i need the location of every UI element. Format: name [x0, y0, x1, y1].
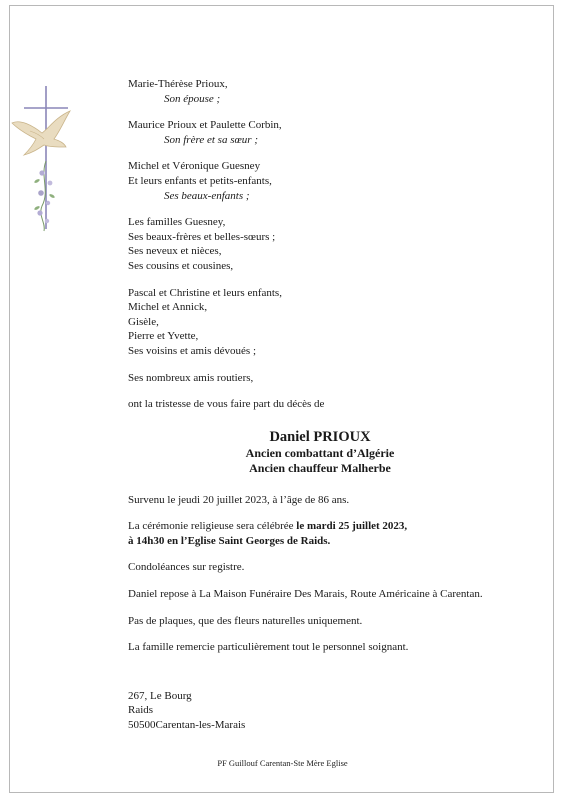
obituary-page	[9, 5, 554, 793]
family-line: Ses voisins et amis dévoués ;	[128, 344, 257, 357]
family-line: Ses nombreux amis routiers,	[128, 371, 254, 384]
family-group-1	[128, 77, 548, 106]
family-line: Pierre et Yvette,	[128, 330, 199, 343]
family-group-5	[128, 286, 548, 359]
cross-dove-emblem-icon	[10, 81, 90, 241]
family-line: Michel et Annick,	[128, 301, 208, 314]
family-line: Ses neveux et nièces,	[128, 245, 222, 258]
family-group-6	[128, 371, 548, 386]
note-flowers: Pas de plaques, que des fleurs naturelles uniquement.	[128, 614, 363, 627]
family-role: Ses beaux-enfants ;	[164, 189, 250, 202]
ceremony-date: le mardi 25 juillet 2023,	[296, 520, 408, 533]
funeral-home-footer: PF Guillouf Carentan-Ste Mère Eglise	[217, 758, 348, 768]
family-role: Son frère et sa sœur ;	[164, 133, 259, 146]
family-line: Et leurs enfants et petits-enfants,	[128, 174, 272, 187]
family-line: Gisèle,	[128, 315, 159, 328]
death-info: Survenu le jeudi 20 juillet 2023, à l’âge de 86 ans.	[128, 493, 350, 506]
obituary-text	[128, 77, 548, 733]
family-line: Les familles Guesney,	[128, 216, 226, 229]
note-rest-place: Daniel repose à La Maison Funéraire Des Marais, Route Américaine à Carentan.	[128, 588, 483, 601]
family-line: Maurice Prioux et Paulette Corbin,	[128, 119, 282, 132]
address-block	[128, 689, 548, 733]
family-line: Ses cousins et cousines,	[128, 259, 234, 272]
address-line: 50500Carentan-les-Marais	[128, 719, 246, 732]
family-line: Pascal et Christine et leurs enfants,	[128, 286, 282, 299]
deceased-title-2: Ancien chauffeur Malherbe	[249, 461, 391, 476]
ceremony-prefix: La cérémonie religieuse sera célébrée	[128, 520, 297, 533]
deceased-name: Daniel PRIOUX	[269, 428, 371, 445]
note-condolences: Condoléances sur registre.	[128, 561, 245, 574]
family-line: Michel et Véronique Guesney	[128, 160, 261, 173]
note-thanks: La famille remercie particulièrement tout le personnel soignant.	[128, 641, 409, 654]
family-line: Ses beaux-frères et belles-sœurs ;	[128, 230, 276, 243]
ceremony-info	[128, 519, 548, 548]
address-line: Raids	[128, 704, 154, 717]
family-group-3	[128, 159, 548, 203]
announcement-text: ont la tristesse de vous faire part du décès de	[128, 398, 325, 411]
family-group-4	[128, 215, 548, 273]
family-role: Son épouse ;	[164, 92, 221, 105]
family-line: Marie-Thérèse Prioux,	[128, 78, 228, 90]
deceased-title-1: Ancien combattant d’Algérie	[245, 445, 395, 460]
family-group-2	[128, 118, 548, 147]
address-line: 267, Le Bourg	[128, 689, 192, 702]
deceased-block	[120, 428, 520, 477]
ceremony-place: à 14h30 en l’Eglise Saint Georges de Raids.	[128, 534, 331, 547]
